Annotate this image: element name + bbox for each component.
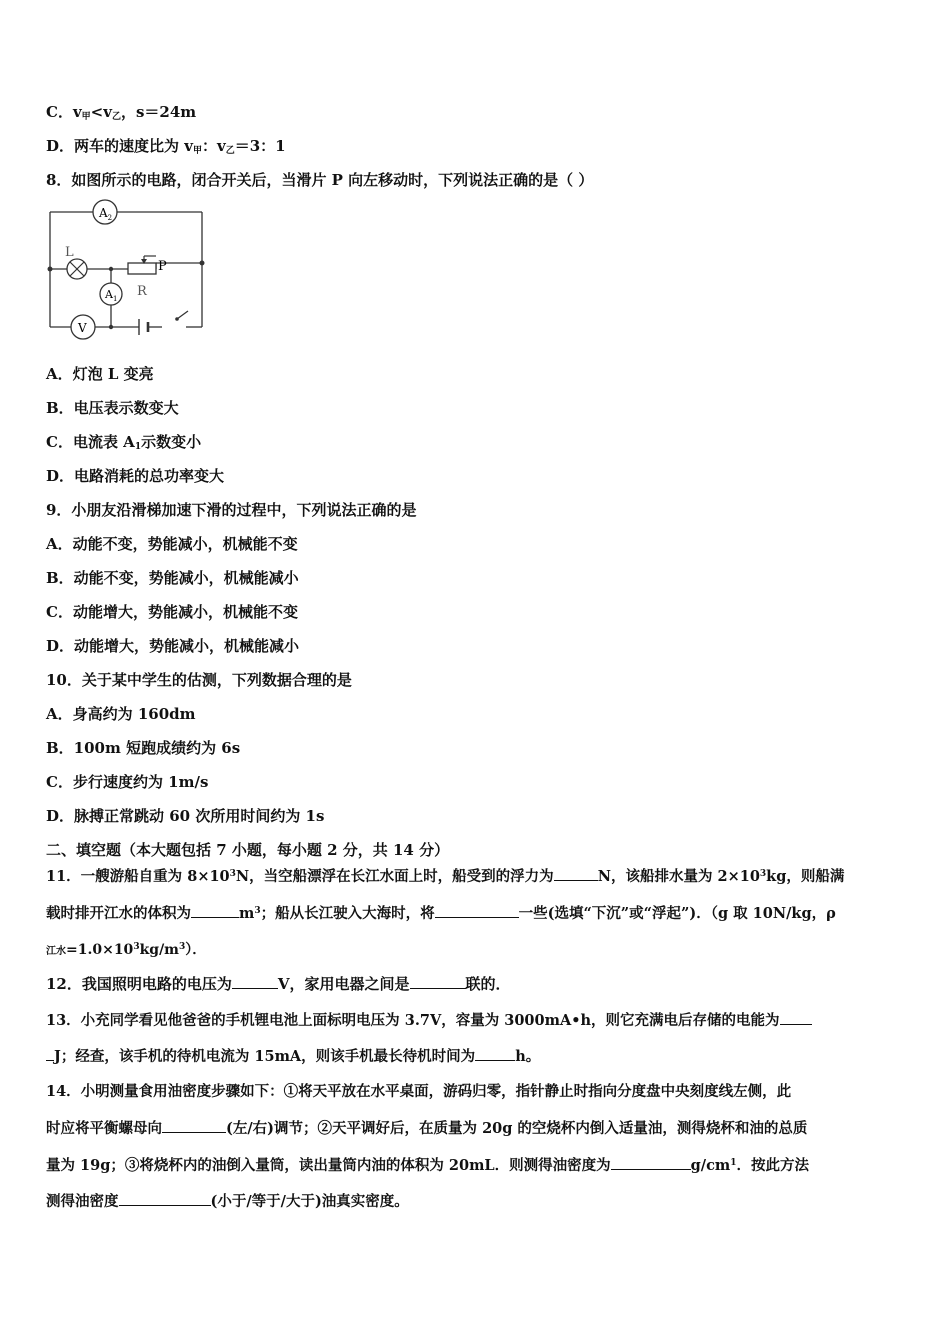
- q13-line-1: 13．小充同学看见他爸爸的手机锂电池上面标明电压为 3.7V，容量为 3000mA•h，则它充满电后存储的电能为: [46, 1010, 908, 1031]
- q10-option-d: D．脉搏正常跳动 60 次所用时间约为 1s: [46, 807, 325, 825]
- q10-option-a: A．身高约为 160dm: [46, 705, 196, 723]
- q12-blank-connection[interactable]: [410, 974, 466, 989]
- circuit-diagram: [44, 198, 214, 340]
- q13-line-2: J；经查，该手机的待机电流为 15mA，则该手机最长待机时间为 h。: [46, 1046, 908, 1067]
- q13-blank-standby-time[interactable]: [475, 1046, 515, 1061]
- svg-text:L: L: [65, 245, 74, 260]
- q11-line-2: 载时排开江水的体积为 $m^3$；船从长江驶入大海时，将 一些(选填“下沉”或“浮起”)．（g 取 10N/kg，ρ: [46, 905, 836, 922]
- svg-text:V: V: [78, 321, 87, 335]
- q14-line-3: 量为 19g；③将烧杯内的油倒入量筒，读出量筒内油的体积为 20mL．则测得油密度为 $g/cm^1$．按此方法: [46, 1157, 810, 1174]
- q11-blank-buoyancy[interactable]: [554, 866, 598, 881]
- q8-option-d: D．电路消耗的总功率变大: [46, 467, 225, 485]
- q12-blank-voltage[interactable]: [232, 974, 278, 989]
- q14-blank-density[interactable]: [611, 1155, 691, 1170]
- battery: [139, 319, 148, 335]
- voltmeter-v: [71, 315, 95, 339]
- rheostat-r: [128, 256, 167, 299]
- q9-stem: 9．小朋友沿滑梯加速下滑的过程中，下列说法正确的是: [46, 501, 417, 519]
- ammeter-a2: [93, 200, 117, 224]
- ammeter-a1: [100, 283, 122, 305]
- q7-option-c: C．$v_甲<v_乙$，s＝24m: [46, 103, 197, 122]
- q8-option-b: B．电压表示数变大: [46, 399, 179, 417]
- q11-blank-volume[interactable]: [191, 903, 239, 918]
- q9-option-d: D．动能增大，势能减小，机械能减小: [46, 637, 300, 655]
- q8-stem: 8．如图所示的电路，闭合开关后，当滑片 P 向左移动时，下列说法正确的是（ ）: [46, 171, 594, 189]
- q11-blank-sink-or-rise[interactable]: [435, 903, 519, 918]
- svg-text:R: R: [137, 284, 147, 299]
- svg-text:A2: $A_2$: [99, 206, 113, 222]
- q13-blank-energy[interactable]: [780, 1010, 812, 1025]
- lamp-l: [65, 245, 87, 279]
- q7-option-d: D．两车的速度比为 $v_甲$：$v_乙=3$：1: [46, 137, 286, 156]
- svg-text:P: P: [158, 259, 167, 274]
- q9-option-c: C．动能增大，势能减小，机械能不变: [46, 603, 298, 621]
- q12: 12．我国照明电路的电压为 V，家用电器之间是 联的．: [46, 975, 511, 993]
- q10-option-b: B．100m 短跑成绩约为 6s: [46, 739, 241, 757]
- q14-blank-direction[interactable]: [162, 1118, 226, 1133]
- q10-stem: 10．关于某中学生的估测，下列数据合理的是: [46, 671, 352, 689]
- q14-blank-comparison[interactable]: [119, 1191, 211, 1206]
- q14-line-1: 14．小明测量食用油密度步骤如下：①将天平放在水平桌面，游码归零，指针静止时指向分度盘中央刻度线左侧，此: [46, 1083, 792, 1100]
- q11-line-3: 江水$=1.0\times 10^3kg/m^3$）．: [46, 942, 207, 958]
- q14-line-4: 测得油密度 (小于/等于/大于)油真实密度。: [46, 1193, 409, 1210]
- q10-option-c: C．步行速度约为 1m/s: [46, 773, 209, 791]
- q8-option-c: C．电流表 $A_1$示数变小: [46, 433, 202, 452]
- q9-option-a: A．动能不变，势能减小，机械能不变: [46, 535, 298, 553]
- section-2-title: 二、填空题（本大题包括 7 小题，每小题 2 分，共 14 分）: [46, 841, 450, 859]
- q11-line-1: 11．一艘游船自重为 $8\times 10^3N$，当空船漂浮在长江水面上时，船受到的浮力为 N，该船排水量为 $2\times 10^3kg$，则船满: [46, 868, 845, 885]
- q8-option-a: A．灯泡 L 变亮: [46, 365, 154, 383]
- q9-option-b: B．动能不变，势能减小，机械能减小: [46, 569, 299, 587]
- svg-text:A1: $A_1$: [105, 288, 118, 303]
- q14-line-2: 时应将平衡螺母向 (左/右)调节；②天平调好后，在质量为 20g 的空烧杯内倒入适量油，测得烧杯和油的总质: [46, 1120, 808, 1137]
